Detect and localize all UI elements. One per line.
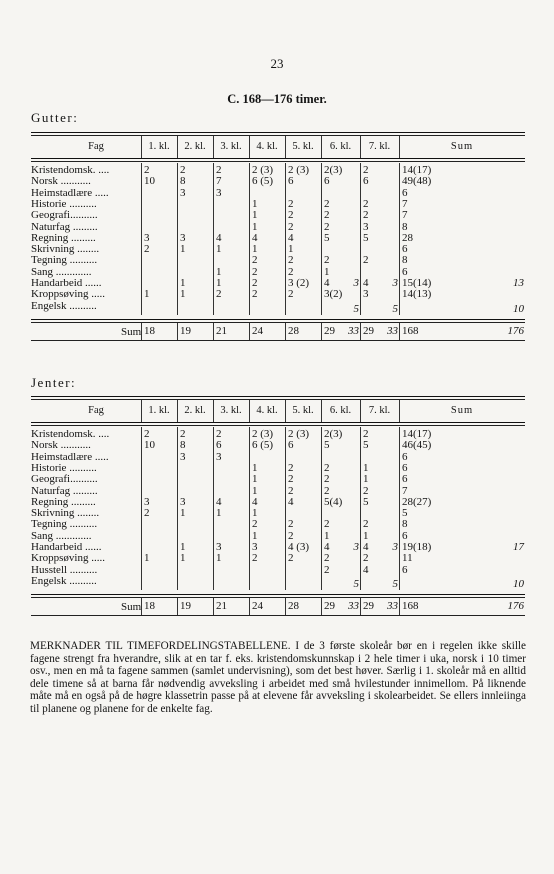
table-cell: 2 xyxy=(324,552,330,565)
table-cell: 7 xyxy=(402,209,408,222)
table-cell: 1 xyxy=(252,507,258,520)
column-divider xyxy=(285,163,286,315)
sum-cell: 21 xyxy=(216,324,227,337)
table-header-rule xyxy=(31,422,525,423)
table-cell: 2 xyxy=(324,518,330,531)
header-column-divider xyxy=(285,400,286,422)
sum-column-divider xyxy=(141,323,142,340)
table-cell: 2 xyxy=(144,164,150,176)
table-cell: 1 xyxy=(216,277,222,289)
table-cell: 6 xyxy=(288,175,294,188)
row-subject: Sang ............. xyxy=(31,265,92,278)
table-cell: 3 xyxy=(363,220,369,233)
column-header: 5. kl. xyxy=(292,141,314,152)
sum-cell: 21 xyxy=(216,600,227,613)
header-column-divider xyxy=(249,136,250,158)
sum-column-divider xyxy=(285,598,286,615)
sum-cell: 168 xyxy=(402,324,419,337)
sum-column-divider xyxy=(321,323,322,340)
section-label-gutter: Gutter: xyxy=(31,110,79,125)
column-header: Sum xyxy=(450,141,474,152)
table-cell: 14(17) xyxy=(402,428,432,440)
table-cell: 8 xyxy=(402,220,408,233)
table-cell: 15(14) xyxy=(402,277,432,289)
table-cell: 2 xyxy=(288,461,294,474)
header-column-divider xyxy=(177,136,178,158)
table-cell: 2 xyxy=(144,243,150,256)
table-cell: 1 xyxy=(252,529,258,542)
header-column-divider xyxy=(360,400,361,422)
table-cell: 2 xyxy=(363,164,369,176)
table-cell-alt: 5 xyxy=(392,577,398,590)
table-cell: 3 (2) xyxy=(288,277,310,289)
table-cell: 5 xyxy=(363,495,369,508)
table-cell-alt: 5 xyxy=(353,577,359,590)
sum-rule-inner xyxy=(31,597,525,598)
table-cell: 1 xyxy=(180,507,186,520)
sum-column-divider xyxy=(249,598,250,615)
sum-cell-alt: 33 xyxy=(387,324,398,337)
table-cell: 2 xyxy=(288,209,294,222)
header-column-divider xyxy=(213,136,214,158)
section-label-jenter: Jenter: xyxy=(31,375,77,390)
sum-cell: 29 xyxy=(363,324,374,337)
column-header: 3. kl. xyxy=(220,141,242,152)
column-divider xyxy=(141,163,142,315)
table-cell: 11 xyxy=(402,552,413,565)
column-divider xyxy=(399,163,400,315)
table-cell: 7 xyxy=(402,197,408,210)
row-subject: Geografi.......... xyxy=(31,209,98,222)
notes-text: I de 3 første skoleår bør en i regelen ikke skille fagene strengt fra hverandre, slik at en tar f. eks. kristendomskunnskap i 2 hele timer i uka, norsk i 10 timer osv., men en må ta fagene sammen (samlet undervisning), som det best høver. Særlig i 1. skoleår må en alltid dele timene så at barna får nødvendig avveksling i arbeidet med små hvilestunder innimellom. På liknende måte må en også på de høgre klassetrin passe på at elevene får avveksling i skolearbeidet. Se ellers innleiinga til planene og planene for de enkelte fag. xyxy=(30,640,526,715)
header-column-divider xyxy=(213,400,214,422)
table-cell: 2 xyxy=(144,428,150,440)
column-divider xyxy=(321,427,322,590)
table-cell: 2 xyxy=(252,254,258,267)
table-cell: 2 (3) xyxy=(252,164,274,176)
page-number: 23 xyxy=(270,56,284,71)
table-cell: 4 xyxy=(363,563,369,576)
table-cell: 14(13) xyxy=(402,288,432,301)
header-column-divider xyxy=(321,136,322,158)
sum-cell: 19 xyxy=(180,600,191,613)
table-cell: 2 xyxy=(288,552,294,565)
table-cell: 6 xyxy=(402,243,408,256)
table-cell: 2 xyxy=(288,518,294,531)
table-cell: 2 xyxy=(324,197,330,210)
table-cell-alt: 3 xyxy=(392,541,398,553)
notes-heading: MERKNADER TIL TIMEFORDELINGSTABELLENE. xyxy=(30,640,291,652)
table-cell: 1 xyxy=(363,461,369,474)
table-cell: 1 xyxy=(252,484,258,497)
table-cell: 1 xyxy=(180,552,186,565)
table-cell: 49(48) xyxy=(402,175,432,188)
table-cell: 1 xyxy=(180,243,186,256)
column-header: Fag xyxy=(88,141,104,152)
header-column-divider xyxy=(141,136,142,158)
table-cell: 4 xyxy=(288,495,294,508)
row-subject: Norsk ........... xyxy=(31,439,91,452)
table-cell: 1 xyxy=(252,243,258,256)
table-cell: 2 xyxy=(288,484,294,497)
sum-label: Sum xyxy=(121,325,142,338)
table-cell: 19(18) xyxy=(402,541,432,553)
table-cell: 2 xyxy=(288,288,294,301)
table-cell: 1 xyxy=(363,473,369,486)
table-cell: 1 xyxy=(180,288,186,301)
table-bottom-rule xyxy=(31,340,525,341)
sum-cell: 29 xyxy=(363,600,374,613)
sum-column-divider xyxy=(177,323,178,340)
sum-rule xyxy=(31,594,525,595)
table-cell: 4 xyxy=(363,277,369,289)
table-cell: 6 xyxy=(288,439,294,452)
table-cell: 6 (5) xyxy=(252,175,274,188)
sum-column-divider xyxy=(399,598,400,615)
column-header: 7. kl. xyxy=(368,141,391,152)
row-subject: Naturfag ......... xyxy=(31,484,98,497)
table-cell: 6 (5) xyxy=(252,439,274,452)
sum-column-divider xyxy=(321,598,322,615)
table-cell: 2 xyxy=(324,209,330,222)
table-cell: 2 xyxy=(363,484,369,497)
column-header: 3. kl. xyxy=(220,405,242,416)
sum-column-divider xyxy=(249,323,250,340)
sum-cell: 29 xyxy=(324,600,335,613)
table-cell: 4 xyxy=(252,231,258,244)
sum-cell: 18 xyxy=(144,600,155,613)
table-cell: 1 xyxy=(288,243,294,256)
table-cell: 1 xyxy=(252,220,258,233)
header-column-divider xyxy=(321,400,322,422)
column-header: 1. kl. xyxy=(148,405,170,416)
table-cell: 1 xyxy=(363,529,369,542)
table-cell: 2 (3) xyxy=(288,164,310,176)
table-cell: 6 xyxy=(402,265,408,278)
table-cell: 1 xyxy=(144,288,150,301)
sum-rule xyxy=(31,319,525,320)
table-cell: 5 xyxy=(402,507,408,520)
column-header: 6. kl. xyxy=(329,141,352,152)
table-top-rule xyxy=(31,132,525,133)
sum-column-divider xyxy=(213,598,214,615)
sum-cell: 29 xyxy=(324,324,335,337)
table-cell-alt: 5 xyxy=(392,302,398,315)
table-cell: 2 xyxy=(252,288,258,301)
row-subject: Skrivning ........ xyxy=(31,243,100,256)
table-cell-alt: 5 xyxy=(353,302,359,315)
table-cell: 2 xyxy=(363,518,369,531)
row-subject: Handarbeid ...... xyxy=(31,277,102,289)
table-cell: 3 xyxy=(180,186,186,199)
table-cell: 1 xyxy=(252,197,258,210)
sum-cell-alt: 33 xyxy=(348,324,359,337)
table-cell: 2 xyxy=(288,254,294,267)
table-cell: 3 xyxy=(180,450,186,463)
table-cell: 1 xyxy=(252,461,258,474)
table-header-rule-inner xyxy=(31,425,525,426)
table-cell: 2 xyxy=(363,428,369,440)
column-header: 5. kl. xyxy=(292,405,314,416)
table-cell: 2 xyxy=(324,461,330,474)
sum-cell-alt: 33 xyxy=(348,600,359,613)
sum-cell: 18 xyxy=(144,324,155,337)
table-cell-alt: 10 xyxy=(513,302,524,315)
table-cell: 2 xyxy=(216,428,222,440)
table-cell: 3 xyxy=(363,288,369,301)
row-subject: Engelsk .......... xyxy=(31,574,97,587)
table-cell: 2 xyxy=(324,254,330,267)
table-header xyxy=(31,400,525,422)
header-column-divider xyxy=(141,400,142,422)
notes xyxy=(30,640,526,715)
table-cell: 1 xyxy=(180,541,186,553)
column-header: 4. kl. xyxy=(256,141,278,152)
table-cell: 5 xyxy=(324,439,330,452)
column-header: Sum xyxy=(450,405,474,416)
table-cell: 4 xyxy=(252,495,258,508)
header-column-divider xyxy=(399,136,400,158)
table-cell: 2 xyxy=(324,473,330,486)
table-cell: 2 xyxy=(363,197,369,210)
row-subject: Kroppsøving ..... xyxy=(31,288,105,301)
column-divider xyxy=(177,163,178,315)
table-cell: 1 xyxy=(216,243,222,256)
column-divider xyxy=(213,163,214,315)
column-divider xyxy=(177,427,178,590)
table-cell: 2 xyxy=(363,209,369,222)
table-cell: 2(3) xyxy=(324,164,343,176)
column-header: Fag xyxy=(88,405,104,416)
row-subject: Kroppsøving ..... xyxy=(31,552,105,565)
column-header: 1. kl. xyxy=(148,141,170,152)
table-cell: 5 xyxy=(363,439,369,452)
row-subject: Tegning .......... xyxy=(31,518,98,531)
table-cell: 2 xyxy=(288,529,294,542)
table-cell: 6 xyxy=(402,563,408,576)
table-cell: 3 xyxy=(144,495,150,508)
table-cell: 5 xyxy=(324,231,330,244)
table-cell-alt: 3 xyxy=(353,541,359,553)
column-divider xyxy=(321,163,322,315)
table-cell: 2 xyxy=(216,288,222,301)
table-cell: 2 xyxy=(144,507,150,520)
table-cell: 3 xyxy=(252,541,258,553)
table-cell: 10 xyxy=(144,175,155,188)
sum-label: Sum xyxy=(121,601,142,614)
header-column-divider xyxy=(360,136,361,158)
column-divider xyxy=(213,427,214,590)
table-header-rule-inner xyxy=(31,161,525,162)
table-cell: 2 xyxy=(288,220,294,233)
table-cell: 3 xyxy=(180,495,186,508)
table-cell: 6 xyxy=(402,529,408,542)
table-cell: 2 xyxy=(288,265,294,278)
table-cell: 2 xyxy=(324,484,330,497)
table-cell: 46(45) xyxy=(402,439,432,452)
table-cell: 28(27) xyxy=(402,495,432,508)
column-divider xyxy=(285,427,286,590)
table-cell: 2 xyxy=(252,277,258,289)
table-cell: 8 xyxy=(402,254,408,267)
table-cell: 4 xyxy=(363,541,369,553)
table-header-rule xyxy=(31,158,525,159)
header-column-divider xyxy=(249,400,250,422)
sum-column-divider xyxy=(399,323,400,340)
table-cell-alt: 10 xyxy=(513,577,524,590)
sum-column-divider xyxy=(360,323,361,340)
table-cell: 6 xyxy=(402,473,408,486)
table-cell: 5(4) xyxy=(324,495,343,508)
sum-cell-alt: 176 xyxy=(507,324,524,337)
sum-cell: 19 xyxy=(180,324,191,337)
sum-column-divider xyxy=(213,323,214,340)
row-subject: Husstell .......... xyxy=(31,563,98,576)
row-subject: Naturfag ......... xyxy=(31,220,98,233)
table-cell: 8 xyxy=(402,518,408,531)
row-subject: Engelsk .......... xyxy=(31,299,97,312)
table-cell: 1 xyxy=(252,209,258,222)
table-cell: 2 xyxy=(363,254,369,267)
table-cell: 3(2) xyxy=(324,288,343,301)
column-divider xyxy=(399,427,400,590)
table-cell: 2 xyxy=(324,563,330,576)
row-subject: Kristendomsk. .... xyxy=(31,428,110,440)
sum-column-divider xyxy=(141,598,142,615)
column-divider xyxy=(360,427,361,590)
column-divider xyxy=(249,427,250,590)
table-cell-alt: 3 xyxy=(392,277,398,289)
table-cell: 1 xyxy=(216,507,222,520)
table-cell: 5 xyxy=(363,231,369,244)
table-cell: 3 xyxy=(216,541,222,553)
row-subject: Historie .......... xyxy=(31,197,97,210)
table-cell: 2 (3) xyxy=(288,428,310,440)
table-cell-alt: 13 xyxy=(513,277,524,289)
column-header: 7. kl. xyxy=(368,405,391,416)
table-cell: 3 xyxy=(216,186,222,199)
table-cell: 2 xyxy=(252,552,258,565)
table-cell: 28 xyxy=(402,231,413,244)
table-top-rule xyxy=(31,396,525,397)
sum-column-divider xyxy=(177,598,178,615)
table-header xyxy=(31,136,525,158)
table-cell: 6 xyxy=(402,450,408,463)
row-subject: Norsk ........... xyxy=(31,175,91,188)
table-cell: 2(3) xyxy=(324,428,343,440)
column-header: 6. kl. xyxy=(329,405,352,416)
table-cell: 3 xyxy=(144,231,150,244)
header-column-divider xyxy=(399,400,400,422)
table-cell: 7 xyxy=(402,484,408,497)
table-cell: 1 xyxy=(252,473,258,486)
row-subject: Handarbeid ...... xyxy=(31,541,102,553)
row-subject: Kristendomsk. .... xyxy=(31,164,110,176)
table-cell: 3 xyxy=(180,231,186,244)
row-subject: Heimstadlære ..... xyxy=(31,186,109,199)
table-cell: 7 xyxy=(216,175,222,188)
column-divider xyxy=(249,163,250,315)
sum-cell-alt: 33 xyxy=(387,600,398,613)
table-cell: 4 xyxy=(324,541,330,553)
table-cell: 8 xyxy=(180,439,186,452)
page-title: C. 168—176 timer. xyxy=(227,92,327,106)
sum-cell: 28 xyxy=(288,324,299,337)
table-cell: 2 xyxy=(288,197,294,210)
table-cell: 4 xyxy=(216,495,222,508)
table-cell: 2 xyxy=(180,164,186,176)
column-header: 2. kl. xyxy=(184,141,206,152)
table-cell: 8 xyxy=(180,175,186,188)
row-subject: Regning ......... xyxy=(31,231,96,244)
table-cell: 6 xyxy=(402,186,408,199)
table-cell: 2 xyxy=(216,164,222,176)
table-cell: 10 xyxy=(144,439,155,452)
header-column-divider xyxy=(285,136,286,158)
table-cell: 2 (3) xyxy=(252,428,274,440)
table-cell-alt: 3 xyxy=(353,277,359,289)
table-cell: 2 xyxy=(363,552,369,565)
column-divider xyxy=(141,427,142,590)
table-cell: 6 xyxy=(402,461,408,474)
row-subject: Geografi.......... xyxy=(31,473,98,486)
table-cell: 2 xyxy=(180,428,186,440)
table-cell: 4 xyxy=(288,231,294,244)
table-cell: 1 xyxy=(180,277,186,289)
sum-cell: 24 xyxy=(252,600,263,613)
table-cell: 1 xyxy=(216,552,222,565)
sum-rule-inner xyxy=(31,322,525,323)
row-subject: Tegning .......... xyxy=(31,254,98,267)
table-cell: 4 xyxy=(216,231,222,244)
column-header: 4. kl. xyxy=(256,405,278,416)
column-divider xyxy=(360,163,361,315)
table-cell: 4 (3) xyxy=(288,541,310,553)
table-cell: 6 xyxy=(363,175,369,188)
row-subject: Heimstadlære ..... xyxy=(31,450,109,463)
table-cell: 1 xyxy=(324,265,330,278)
sum-column-divider xyxy=(360,598,361,615)
table-cell: 6 xyxy=(324,175,330,188)
sum-cell: 168 xyxy=(402,600,419,613)
table-cell: 2 xyxy=(324,220,330,233)
table-cell: 2 xyxy=(288,473,294,486)
sum-cell: 28 xyxy=(288,600,299,613)
table-cell: 4 xyxy=(324,277,330,289)
table-bottom-rule xyxy=(31,615,525,616)
table-cell: 1 xyxy=(144,552,150,565)
header-column-divider xyxy=(177,400,178,422)
sum-cell: 24 xyxy=(252,324,263,337)
table-cell: 1 xyxy=(324,529,330,542)
table-cell: 3 xyxy=(216,450,222,463)
sum-column-divider xyxy=(285,323,286,340)
sum-cell-alt: 176 xyxy=(507,600,524,613)
table-cell: 2 xyxy=(252,518,258,531)
table-cell-alt: 17 xyxy=(513,541,524,553)
row-subject: Historie .......... xyxy=(31,461,97,474)
table-cell: 1 xyxy=(216,265,222,278)
column-header: 2. kl. xyxy=(184,405,206,416)
row-subject: Regning ......... xyxy=(31,495,96,508)
row-subject: Sang ............. xyxy=(31,529,92,542)
table-cell: 6 xyxy=(216,439,222,452)
table-cell: 14(17) xyxy=(402,164,432,176)
table-cell: 2 xyxy=(252,265,258,278)
row-subject: Skrivning ........ xyxy=(31,507,100,520)
